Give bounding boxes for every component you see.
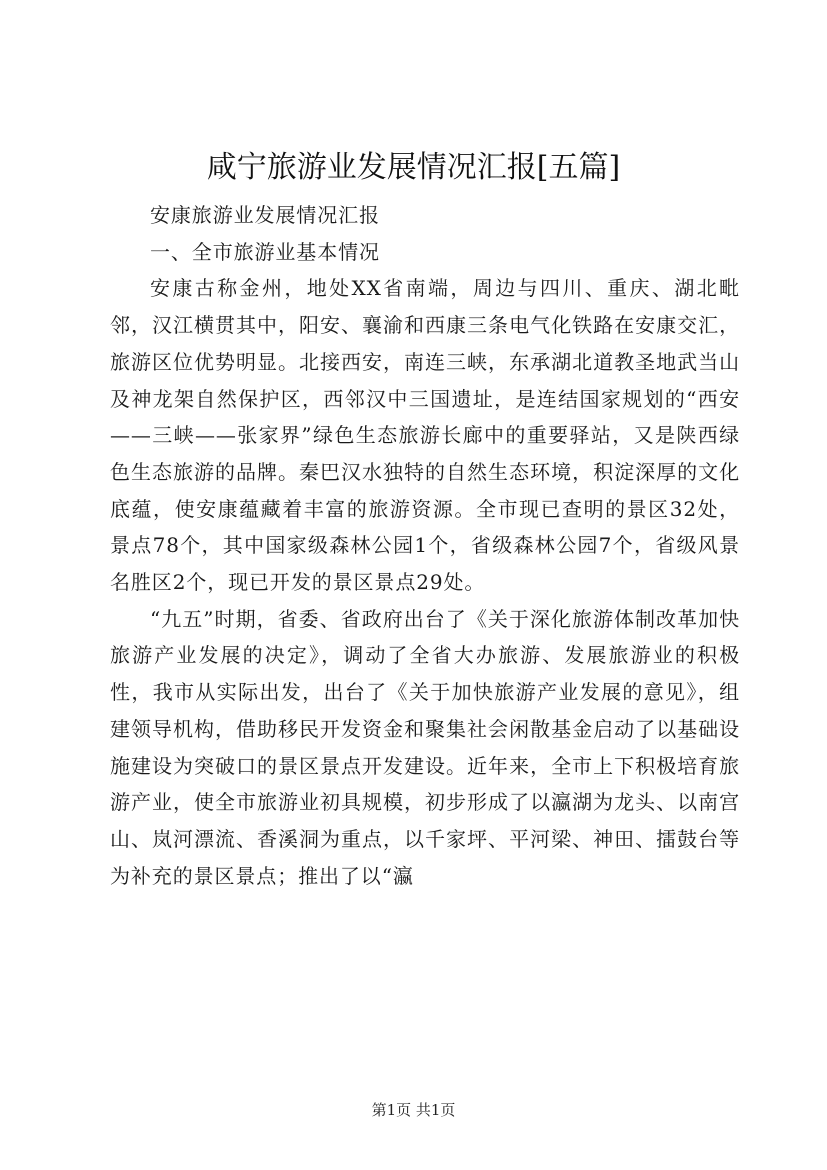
subtitle: 安康旅游业发展情况汇报 — [150, 203, 380, 227]
section-heading: 一、全市旅游业基本情况 — [150, 239, 380, 264]
paragraph: 安康古称金州，地处XX省南端，周边与四川、重庆、湖北毗邻，汉江横贯其中，阳安、襄渝和西康三条电气化铁路在安康交汇，旅游区位优势明显。北接西安，南连三峡，东承湖北道教圣地武当山及神龙架自然保护区，西邻汉中三国遗址，是连结国家规划的“西安——三峡——张家界”绿色生态旅游长廊中的重要驿站，又是陕西绿色生态旅游的品牌。秦巴汉水独特的自然生态环境，积淀深厚的文化底蕴，使安康蕴藏着丰富的旅游资源。全市现已查明的景区32处，景点78个，其中国家级森林公园1个，省级森林公园7个，省级风景名胜区2个，现已开发的景区景点29处。 — [110, 276, 740, 595]
document-body — [110, 197, 740, 894]
paragraph: “九五”时期，省委、省政府出台了《关于深化旅游体制改革加快旅游产业发展的决定》，调动了全省大办旅游、发展旅游业的积极性，我市从实际出发，出台了《关于加快旅游产业发展的意见》，组建领导机构，借助移民开发资金和聚集社会闲散基金启动了以基础设施建设为突破口的景区景点开发建设。近年来，全市上下积极培育旅游产业，使全市旅游业初具规模，初步形成了以瀛湖为龙头、以南宫山、岚河漂流、香溪洞为重点，以千家坪、平河梁、神田、擂鼓台等为补充的景区景点；推出了以“瀛 — [110, 606, 740, 888]
page-number-footer: 第1页 共1页 — [371, 1101, 456, 1119]
document-title: 咸宁旅游业发展情况汇报[五篇] — [206, 150, 621, 185]
